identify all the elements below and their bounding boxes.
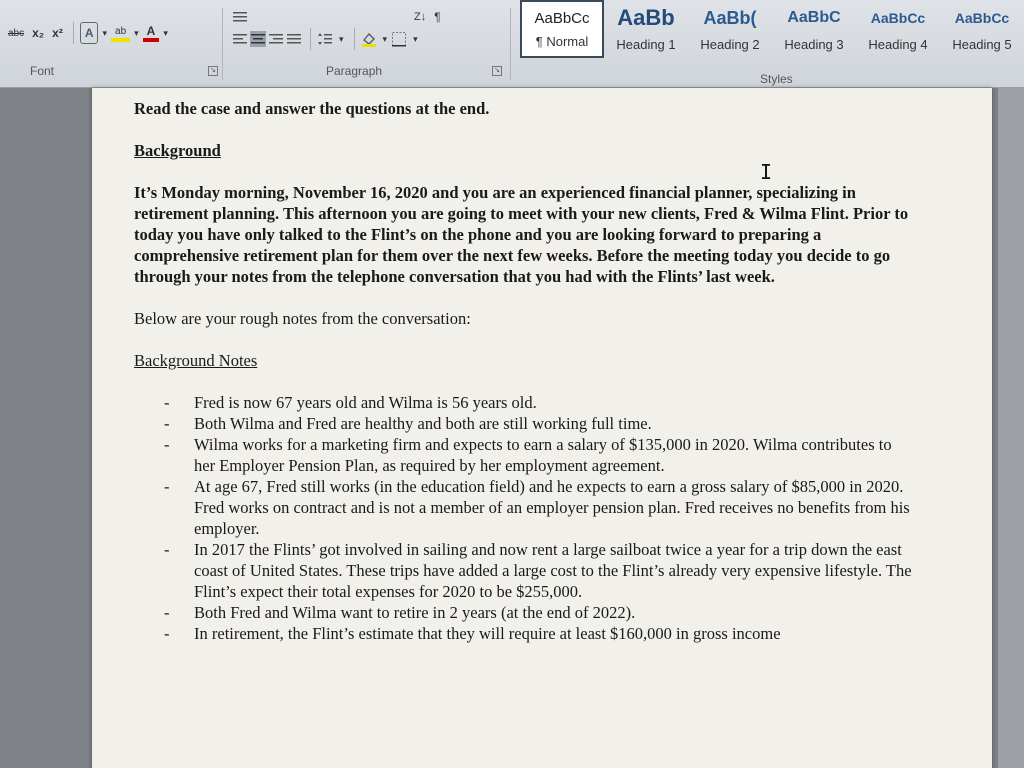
style-preview: AaBbCc	[954, 10, 1010, 26]
bullet-marker: -	[164, 435, 170, 454]
paragraph-dialog-launcher-icon[interactable]: ↘	[492, 66, 502, 76]
document-canvas	[0, 88, 1024, 768]
dropdown-arrow-icon[interactable]: ▾	[102, 27, 108, 38]
list-item-text: Both Fred and Wilma want to retire in 2 years (at the end of 2022).	[194, 603, 636, 622]
notes-heading: Background Notes	[134, 351, 258, 370]
vertical-scrollbar[interactable]	[998, 88, 1024, 768]
styles-group-label: Styles	[760, 72, 793, 86]
style-name: Heading 4	[868, 37, 928, 52]
background-heading: Background	[134, 141, 221, 160]
background-notes-list	[134, 392, 914, 644]
font-group-buttons	[4, 22, 172, 44]
bullet-marker: -	[164, 624, 170, 643]
ribbon	[0, 0, 1024, 88]
show-marks-button[interactable]: ¶	[434, 10, 441, 24]
dropdown-arrow-icon[interactable]: ▾	[163, 27, 168, 38]
style-preview: AaBb	[617, 5, 675, 30]
dropdown-arrow-icon[interactable]: ▾	[339, 33, 344, 44]
group-separator	[510, 8, 511, 80]
bullet-marker: -	[164, 477, 170, 496]
style-preview: AaBbCc	[534, 10, 590, 27]
list-item-text: Wilma works for a marketing firm and expects to earn a salary of $135,000 in 2020. Wilma contributes to her Employer Pension Plan, as required by her employment agreement.	[194, 435, 892, 475]
paragraph-group-label: Paragraph	[326, 64, 383, 78]
style-preview: AaBb(	[703, 8, 757, 28]
superscript-button[interactable]: x²	[52, 26, 63, 40]
bullet-marker: -	[164, 414, 170, 433]
style-normal[interactable]	[520, 0, 604, 58]
list-item	[134, 434, 914, 476]
group-separator	[222, 8, 223, 80]
font-group-label: Font	[30, 64, 55, 78]
strikethrough-button[interactable]: abc	[8, 27, 25, 39]
dropdown-arrow-icon[interactable]: ▾	[134, 27, 139, 38]
list-item	[134, 539, 914, 602]
paragraph-group-buttons	[232, 28, 422, 50]
list-item	[134, 623, 914, 644]
document-body[interactable]	[134, 98, 914, 644]
style-name: Heading 1	[616, 37, 676, 52]
bullets-icon[interactable]	[232, 9, 248, 25]
list-item-text: In 2017 the Flints’ got involved in sailing and now rent a large sailboat twice a year for a trip down the east coast of United States. These trips have added a large cost to the Flint’s already very expensive lifestyle. The Flint’s expect their total expenses for 2020 to be $255,000.	[194, 540, 912, 601]
paragraph-group-top-row	[232, 6, 445, 28]
style-preview: AaBbCc	[870, 10, 926, 26]
list-item-text: Both Wilma and Fred are healthy and both are still working full time.	[194, 414, 652, 433]
highlight-button[interactable]: ab	[111, 24, 130, 42]
style-name: Heading 3	[784, 37, 844, 52]
align-center-icon[interactable]	[250, 31, 266, 47]
align-left-icon[interactable]	[232, 31, 248, 47]
subscript-button[interactable]: x₂	[32, 26, 45, 40]
style-heading-5[interactable]	[940, 0, 1024, 58]
style-heading-4[interactable]	[856, 0, 940, 58]
bullet-marker: -	[164, 393, 170, 412]
shading-icon[interactable]	[361, 31, 377, 47]
list-item	[134, 413, 914, 434]
bullet-marker: -	[164, 603, 170, 622]
align-right-icon[interactable]	[268, 31, 284, 47]
list-item	[134, 392, 914, 413]
text-effects-button[interactable]: A	[80, 22, 99, 44]
sort-button[interactable]: Z↓	[414, 11, 427, 23]
notes-intro: Below are your rough notes from the conversation:	[134, 309, 471, 328]
separator	[354, 28, 355, 50]
font-color-button[interactable]: A	[143, 24, 160, 42]
styles-gallery	[520, 0, 1024, 58]
list-item-text: In retirement, the Flint’s estimate that they will require at least $160,000 in gross income	[194, 624, 781, 643]
style-name: Heading 5	[952, 37, 1012, 52]
style-name: ¶ Normal	[535, 34, 589, 49]
list-item	[134, 476, 914, 539]
list-item	[134, 602, 914, 623]
line-spacing-icon[interactable]	[317, 31, 333, 47]
style-name: Heading 2	[700, 37, 760, 52]
document-page[interactable]	[92, 88, 992, 768]
dropdown-arrow-icon[interactable]: ▾	[382, 33, 388, 44]
font-dialog-launcher-icon[interactable]: ↘	[208, 66, 218, 76]
separator	[310, 28, 311, 50]
style-heading-2[interactable]	[688, 0, 772, 58]
style-heading-3[interactable]	[772, 0, 856, 58]
separator	[73, 22, 74, 44]
list-item-text: Fred is now 67 years old and Wilma is 56 years old.	[194, 393, 537, 412]
style-heading-1[interactable]	[604, 0, 688, 58]
intro-line: Read the case and answer the questions at the end.	[134, 99, 490, 118]
text-cursor-icon: I	[760, 160, 773, 184]
background-paragraph: It’s Monday morning, November 16, 2020 and you are an experienced financial planner, specializing in retirement planning. This afternoon you are going to meet with your new clients, Fred & Wilma Flint. Prior to today you have only talked to the Flint’s on the phone and you are looking forward to preparing a comprehensive retirement plan for them over the next few weeks. Before the meeting today you decide to go through your notes from the telephone conversation that you had with the Flints’ last week.	[134, 183, 909, 286]
justify-icon[interactable]	[286, 31, 302, 47]
bullet-marker: -	[164, 540, 170, 559]
list-item-text: At age 67, Fred still works (in the education field) and he expects to earn a gross salary of $85,000 in 2020. Fred works on contract and is not a member of an employer pension plan. Fred receives no benefits from his employer.	[194, 477, 910, 538]
style-preview: AaBbC	[787, 9, 841, 26]
dropdown-arrow-icon[interactable]: ▾	[413, 33, 418, 44]
borders-icon[interactable]	[391, 31, 407, 47]
